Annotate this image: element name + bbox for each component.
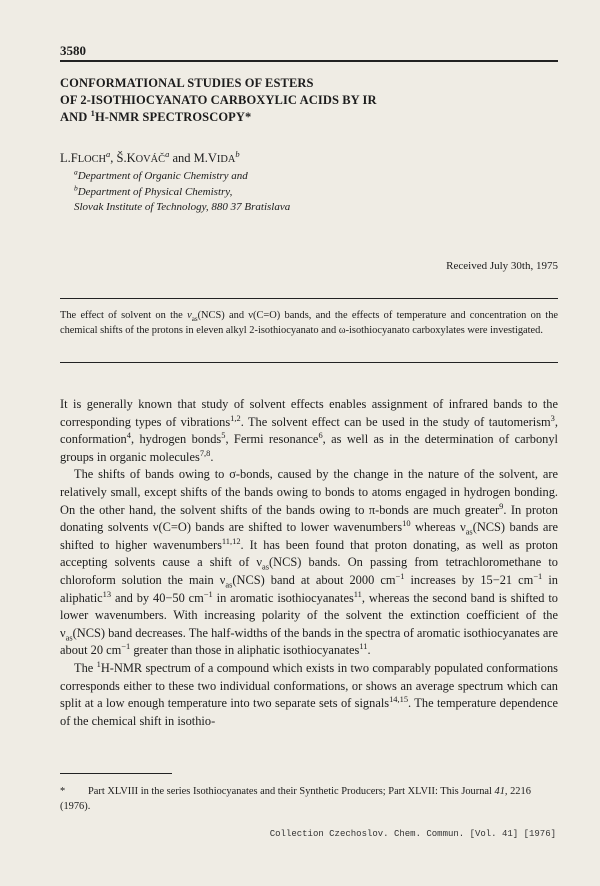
p2-text: and by 40−50 cm [111,590,204,605]
p2-text: (NCS) band at about 2000 cm [232,572,396,587]
p1-text: , hydrogen bonds [130,432,222,447]
p2-exp: −1 [533,570,543,581]
article-title [60,75,558,126]
author-2-initial: Š.K [116,151,136,165]
footnote-text-2: 2216 (1976). [60,786,531,812]
paragraph-1 [60,396,558,466]
abstract-text-1: The effect of solvent on the [60,310,188,321]
p3-ref: 14,15 [389,693,409,704]
author-1-name: LOCH [77,154,107,165]
title-line-1: CONFORMATIONAL STUDIES OF ESTERS [60,76,314,90]
footnote [60,784,558,814]
p2-text: The shifts of bands owing to σ-bonds, caused by the change in the nature of the solvent, are relatively small, except shifts of the bands owing to bonds to atoms engaged in hydrogen bonding. On the other hand, the solvent shifts of the bands owing to π-bonds are much greater [60,467,558,517]
p2-text: greater than those in aliphatic isothiocyanates [130,643,360,658]
p2-sub: as [65,632,73,643]
abstract [60,308,558,338]
abstract-text-2: (NCS) and ν(C=O) bands, and the effects of temperature and concentration on the chemical shifts of the protons in eleven alkyl 2-isothiocyanato and ω-isothiocyanato carboxylates were investigated. [60,310,558,336]
p1-text: , Fermi resonance [225,432,319,447]
p3-text: H-NMR spectrum of a compound which exists in two comparably populated conformations corresponds either to these two individual conformations, or shows an average spectrum which can split at a low enough temperature into two separate sets of signals [60,660,558,711]
affiliations [74,169,290,216]
footnote-volume: 41, [494,786,508,797]
p1-text: . [210,449,214,464]
title-line-3-b: H-NMR SPECTROSCOPY* [94,110,252,124]
p1-text: , conformation [60,414,558,447]
p1-ref: 3 [550,412,555,423]
affiliation-a-text: Department of Organic Chemistry and [77,170,248,182]
p2-ref: 13 [102,588,112,599]
p2-text: , whereas the second band is shifted to lower wavenumbers. With increasing polarity of the solvent the extinction coefficient of the ν [60,590,558,640]
p2-text: (NCS) band decreases. The half-widths of the bands in the spectra of aromatic isothiocyanates are about 20 cm [60,625,558,658]
body-text [60,396,558,730]
p2-text: . It has been found that proton donating, as well as proton accepting solvents cause a shift of ν [60,537,558,570]
abstract-bottom-rule [60,362,558,363]
p3-text: . The temperature dependence of the chemical shift in isothio- [60,696,558,728]
p1-ref: 5 [221,430,226,441]
title-line-3-a: AND [60,110,91,124]
title-line-3 [60,109,558,126]
p1-text: , as well as in the determination of carbonyl groups in organic molecules [60,432,558,464]
p2-exp: −1 [121,641,131,652]
p2-ref: 11 [359,641,368,652]
affiliation-b-text: Department of Physical Chemistry, [77,185,233,198]
p3-text: The [74,660,97,675]
author-2-mark: a [165,148,170,159]
title-nmr-superscript: 1 [90,107,95,118]
p3-sup: 1 [96,658,101,669]
affiliation-b-mark: b [74,182,78,192]
author-list [60,148,240,166]
p2-exp: −1 [203,588,213,599]
author-1-mark: a [106,148,111,159]
affiliation-a [74,169,290,185]
paragraph-2 [60,466,558,660]
paragraph-3 [60,660,558,730]
p2-text: (NCS) bands. On passing from tetrachloromethane to chloroform solution the main ν [60,555,558,587]
p1-ref: 7,8 [199,447,211,458]
author-2-name: OVÁČ [135,154,166,165]
p1-ref: 6 [318,430,323,441]
p1-text: It is generally known that study of solvent effects enables assignment of infrared bands to the corresponding types of vibrations [60,397,558,429]
page-number: 3580 [60,43,86,58]
abstract-nu: ν [187,310,192,321]
p2-text: (NCS) bands are shifted to higher wavenumbers [60,520,559,552]
affiliation-a-mark: a [74,167,78,177]
author-1-initial: L.F [60,151,78,165]
footnote-mark: * [60,786,66,797]
p2-text: in aromatic isothiocyanates [212,590,354,605]
p1-ref: 4 [126,430,131,441]
p1-text: . The solvent effect can be used in the study of tautomerism [240,414,551,429]
abstract-top-rule [60,298,558,299]
author-3-mark: b [235,148,240,159]
author-sep-1: , [110,151,117,165]
p2-exp: −1 [395,570,405,581]
p1-ref: 1,2 [230,412,241,423]
affiliation-institute: Slovak Institute of Technology, 880 37 Bratislava [74,201,291,213]
title-line-2: OF 2-ISOTHIOCYANATO CARBOXYLIC ACIDS BY IR [60,93,377,107]
p2-text: whereas ν [410,520,466,535]
p2-text: increases by 15−21 cm [404,572,534,587]
affiliation-b [74,182,290,201]
author-3-name: IDA [216,154,236,165]
author-3-initial: M.V [193,151,217,165]
p2-ref: 10 [402,518,411,529]
p2-sub: as [225,579,233,590]
journal-footer: Collection Czechoslov. Chem. Commun. [Vol. 41] [1976] [269,829,556,839]
p2-ref: 9 [499,500,504,511]
author-sep-2: and [169,151,194,165]
p2-text: in aliphatic [60,572,558,605]
p2-ref: 11 [353,588,362,599]
p2-sub: as [465,526,473,537]
p2-sub: as [262,561,270,572]
p2-ref: 11,12 [221,535,241,546]
received-date: Received July 30th, 1975 [446,260,558,272]
abstract-as: as [191,315,198,324]
footnote-text-1: Part XLVIII in the series Isothiocyanates and their Synthetic Producers; Part XLVII: This Journal [88,786,495,797]
header-rule [60,60,558,62]
footnote-rule [60,773,172,774]
p2-text: . In proton donating solvents ν(C=O) bands are shifted to lower wavenumbers [60,502,558,535]
p2-text: . [367,643,371,658]
